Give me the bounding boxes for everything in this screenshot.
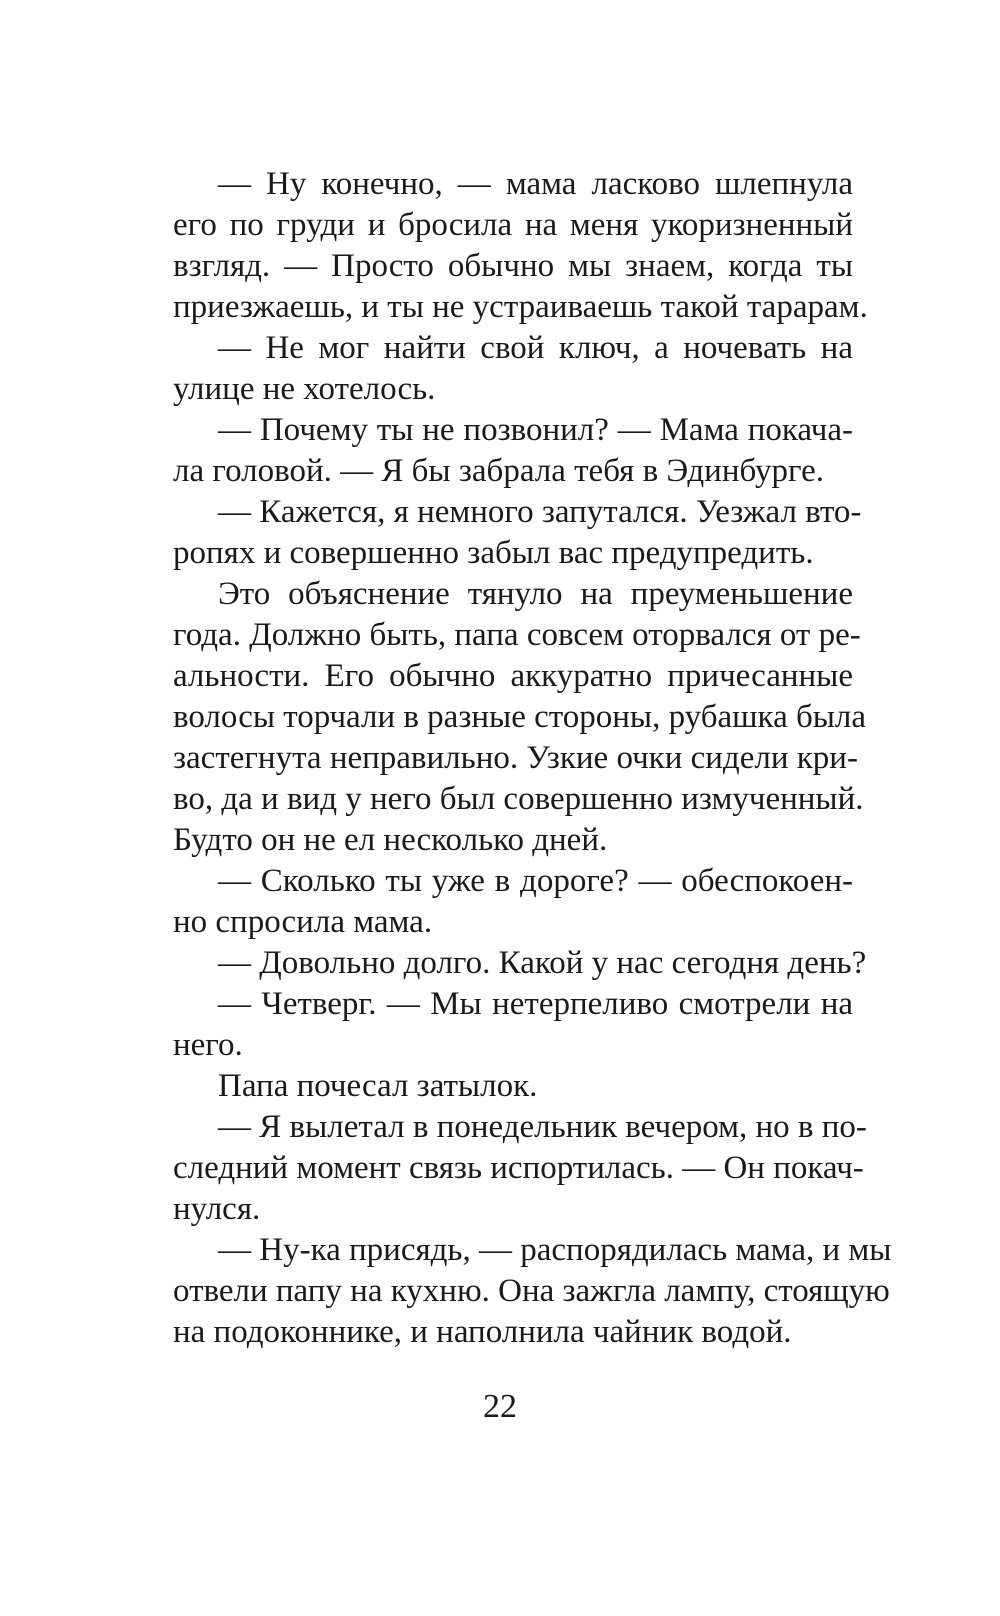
text-line: — Не мог найти свой ключ, а ночевать на bbox=[218, 330, 853, 366]
paragraph bbox=[173, 1066, 853, 1107]
text-line: волосы торчали в разные стороны, рубашка была bbox=[173, 699, 867, 735]
text-line: Это объяснение тянуло на преуменьшение bbox=[218, 576, 853, 612]
paragraph bbox=[173, 410, 853, 492]
text-line: него. bbox=[173, 1027, 243, 1063]
text-line: ла головой. — Я бы забрала тебя в Эдинбурге. bbox=[173, 453, 825, 489]
text-line: улице не хотелось. bbox=[173, 371, 436, 407]
paragraph bbox=[173, 492, 862, 574]
text-line: — Ну-ка присядь, — распорядилась мама, и мы bbox=[218, 1232, 892, 1268]
text-line: альности. Его обычно аккуратно причесанные bbox=[173, 658, 853, 694]
text-line: — Сколько ты уже в дороге? — обеспокоен- bbox=[218, 863, 853, 899]
text-line: во, да и вид у него был совершенно измученный. bbox=[173, 781, 864, 817]
paragraph bbox=[173, 984, 853, 1066]
text-line: — Я вылетал в понедельник вечером, но в по- bbox=[218, 1109, 867, 1145]
paragraph bbox=[173, 1107, 867, 1230]
text-line: — Четверг. — Мы нетерпеливо смотрели на bbox=[218, 986, 853, 1022]
text-line: приезжаешь, и ты не устраиваешь такой тарарам. bbox=[173, 289, 868, 325]
paragraph bbox=[173, 1230, 892, 1353]
text-line: взгляд. — Просто обычно мы знаем, когда ты bbox=[173, 248, 853, 284]
text-line: — Ну конечно, — мама ласково шлепнула bbox=[218, 166, 853, 202]
text-line: — Почему ты не позвонил? — Мама покача- bbox=[218, 412, 853, 448]
body-text bbox=[173, 164, 892, 1353]
paragraph bbox=[173, 574, 867, 861]
text-line: нулся. bbox=[173, 1191, 261, 1227]
text-line: — Довольно долго. Какой у нас сегодня день? bbox=[218, 945, 867, 981]
text-line: года. Должно быть, папа совсем оторвался от ре- bbox=[173, 617, 861, 653]
text-line: отвели папу на кухню. Она зажгла лампу, стоящую bbox=[173, 1273, 890, 1309]
text-line: — Кажется, я немного запутался. Уезжал вто- bbox=[218, 494, 862, 530]
text-line: ропях и совершенно забыл вас предупредить. bbox=[173, 535, 814, 571]
text-line: застегнута неправильно. Узкие очки сидели кри- bbox=[173, 740, 858, 776]
page-number: 22 bbox=[483, 1388, 517, 1425]
paragraph bbox=[173, 164, 868, 328]
text-line: на подоконнике, и наполнила чайник водой. bbox=[173, 1314, 792, 1350]
text-line: следний момент связь испортилась. — Он покач- bbox=[173, 1150, 864, 1186]
paragraph bbox=[173, 861, 853, 943]
paragraph bbox=[173, 328, 853, 410]
text-line: Папа почесал затылок. bbox=[218, 1068, 538, 1104]
paragraph bbox=[173, 943, 867, 984]
text-line: но спросила мама. bbox=[173, 904, 433, 940]
text-line: Будто он не ел несколько дней. bbox=[173, 822, 608, 858]
text-line: его по груди и бросила на меня укоризненный bbox=[173, 207, 853, 243]
